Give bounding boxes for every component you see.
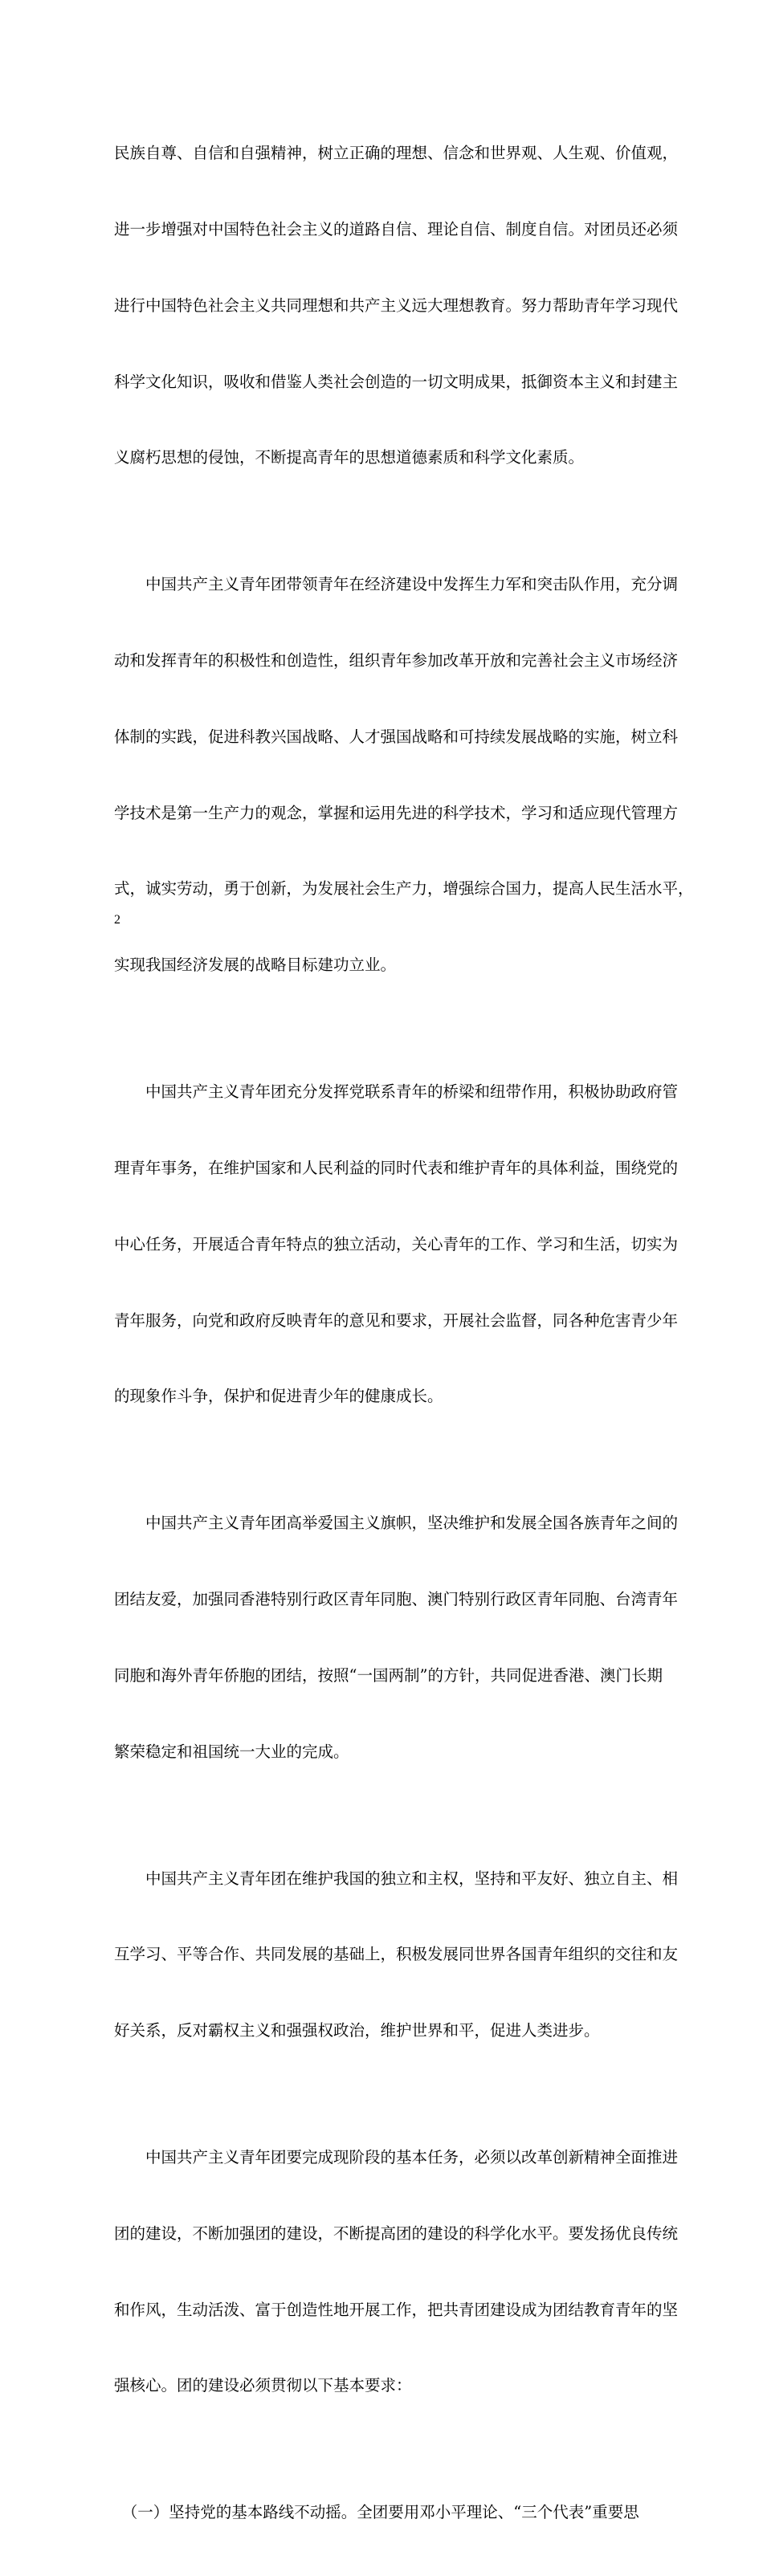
page-number: 2 [114, 913, 120, 927]
paragraph [114, 1029, 679, 1460]
body-text [114, 90, 694, 2576]
paragraph [114, 90, 679, 521]
text-line: 和作风，生动活泼、富于创造性地开展工作，把共青团建设成为团结教育青年的坚 [114, 2300, 679, 2319]
text-line: 式，诚实劳动，勇于创新，为发展社会生产力，增强综合国力，提高人民生活水平， [114, 879, 694, 899]
text-line: 团的建设，不断加强团的建设，不断提高团的建设的科学化水平。要发扬优良传统 [114, 2223, 679, 2243]
text-line: 学技术是第一生产力的观念，掌握和运用先进的科学技术，学习和适应现代管理方 [114, 803, 679, 822]
text-line: 同胞和海外青年侨胞的团结，按照“一国两制”的方针，共同促进香港、澳门长期 [114, 1665, 663, 1685]
text-line: 体制的实践，促进科教兴国战略、人才强国战略和可持续发展战略的实施，树立科 [114, 727, 679, 746]
text-line: 义腐朽思想的侵蚀，不断提高青年的思想道德素质和科学文化素质。 [114, 448, 585, 467]
text-line: 实现我国经济发展的战略目标建功立业。 [114, 956, 397, 975]
text-line: 民族自尊、自信和自强精神，树立正确的理想、信念和世界观、人生观、价值观， [114, 144, 679, 163]
paragraph [114, 2449, 665, 2576]
text-line: 互学习、平等合作、共同发展的基础上，积极发展同世界各国青年组织的交往和友 [114, 1945, 679, 1964]
text-line: 青年服务，向党和政府反映青年的意见和要求，开展社会监督，同各种危害青少年 [114, 1310, 679, 1330]
text-line: 中国共产主义青年团带领青年在经济建设中发挥生力军和突击队作用，充分调 [114, 575, 679, 594]
text-line: 中国共产主义青年团高举爱国主义旗帜，坚决维护和发展全国各族青年之间的 [114, 1514, 679, 1533]
text-line: 强核心。团的建设必须贯彻以下基本要求： [114, 2376, 412, 2395]
text-line: 好关系，反对霸权主义和强强权政治，维护世界和平，促进人类进步。 [114, 2021, 600, 2040]
text-line: 中国共产主义青年团充分发挥党联系青年的桥梁和纽带作用，积极协助政府管 [114, 1082, 679, 1102]
paragraph [114, 1815, 679, 2094]
text-line: 动和发挥青年的积极性和创造性，组织青年参加改革开放和完善社会主义市场经济 [114, 651, 679, 670]
text-line: 中国共产主义青年团在维护我国的独立和主权，坚持和平友好、独立自主、相 [114, 1869, 679, 1888]
text-line: 中国共产主义青年团要完成现阶段的基本任务，必须以改革创新精神全面推进 [114, 2148, 679, 2167]
paragraph [114, 1460, 679, 1815]
text-line: （一）坚持党的基本路线不动摇。全团要用邓小平理论、“三个代表”重要思 [114, 2503, 639, 2522]
text-line: 理青年事务，在维护国家和人民利益的同时代表和维护青年的具体利益，围绕党的 [114, 1158, 679, 1177]
text-line: 进一步增强对中国特色社会主义的道路自信、理论自信、制度自信。对团员还必须 [114, 219, 679, 238]
text-line: 的现象作斗争，保护和促进青少年的健康成长。 [114, 1387, 443, 1406]
text-line: 科学文化知识，吸收和借鉴人类社会创造的一切文明成果，抵御资本主义和封建主 [114, 372, 679, 391]
text-line: 繁荣稳定和祖国统一大业的完成。 [114, 1742, 349, 1761]
text-line: 进行中国特色社会主义共同理想和共产主义远大理想教育。努力帮助青年学习现代 [114, 296, 679, 315]
paragraph [114, 521, 694, 1029]
text-line: 中心任务，开展适合青年特点的独立活动，关心青年的工作、学习和生活，切实为 [114, 1234, 679, 1253]
text-line: 团结友爱，加强同香港特别行政区青年同胞、澳门特别行政区青年同胞、台湾青年 [114, 1590, 679, 1609]
paragraph [114, 2094, 679, 2449]
